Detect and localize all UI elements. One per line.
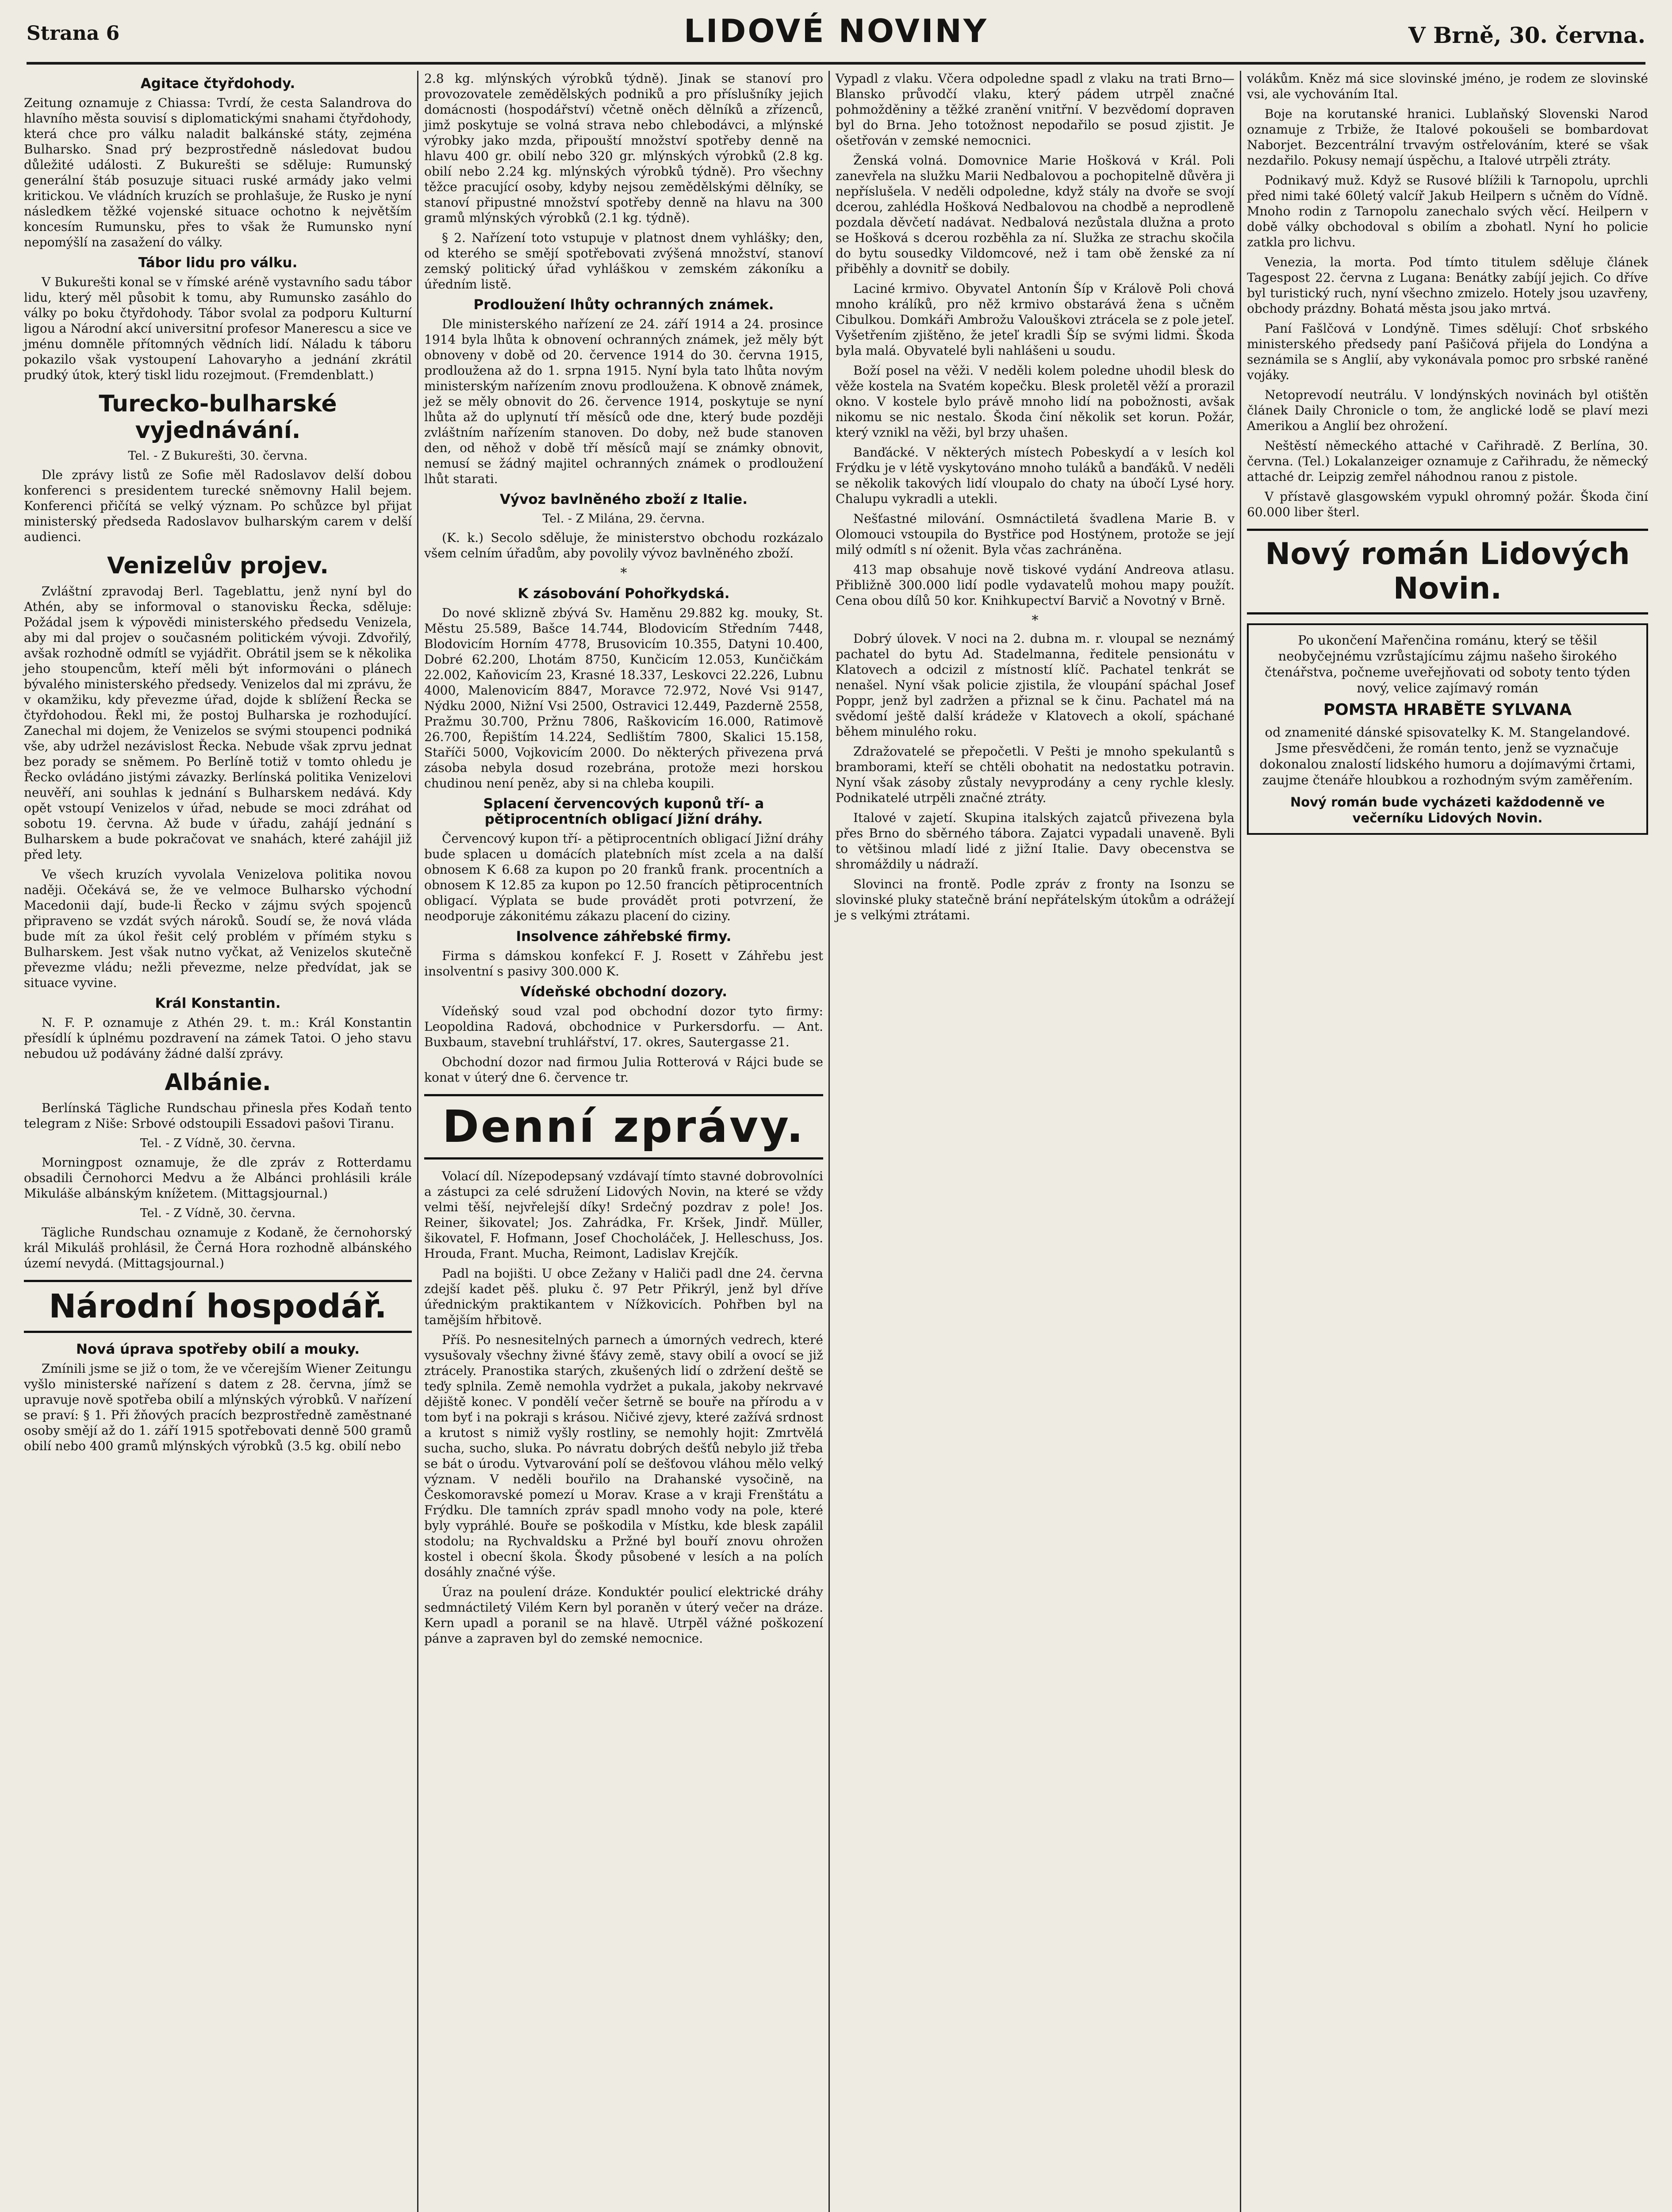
page-number: Strana 6 bbox=[27, 22, 120, 45]
article-venizelos-2: Ve všech kruzích vyvolala Venizelova politika novou naději. Očekává se, že ve velmoce Bulharsko východní Macedonii dají, bude-li Řecko v zájmu svých spojenců připraveno se vzdát svých nároků. Soudí se, že nová vláda bude mít za úkol řešit celý problém v přímém styku s Bulharskem. Jest však nutno vyčkat, až Venizelos skutečně převezme vládu; nežli převezme, nelze předvídat, jak se situace vyvine. bbox=[24, 867, 412, 990]
dateline: V Brně, 30. června. bbox=[1408, 22, 1645, 48]
article-bandy: Banďácké. V některých místech Pobeskydí a v lesích kol Frýdku je v létě vyskytováno mnoho tuláků a banďáků. V neděli se několik takových lidí vloupalo do chaty na úbočí Lysé hory. Chalupu vykradli a utekli. bbox=[836, 445, 1235, 506]
separator-star: * bbox=[1032, 613, 1039, 628]
article-padl: Padl na bojišti. U obce Zežany v Haliči padl dne 24. června zdejší kadet pěš. pluku č. 97 Petr Přikrýl, jenž byl dříve úřednickým praktikantem v Nížkovicích. Pohřben byl na tamějším hřbitově. bbox=[424, 1266, 823, 1327]
headline-turecko: Turecko-bulharské vyjednávání. bbox=[99, 391, 337, 444]
headline-insolvence: Insolvence záhřebské firmy. bbox=[516, 929, 732, 945]
dateline-turecko: Tel. - Z Bukurešti, 30. června. bbox=[128, 449, 308, 463]
article-volaci: Volací díl. Nízepodepsaný vzdávají tímto stavné dobrovolníci a zástupci za celé sdružení Lidových Novin, na které se vždy velmi těší, nejvřelejší díky! Srdečný pozdrav z pole! Jos. Reiner, šikovatel; Jos. Zahrádka, Fr. Kršek, Jindř. Müller, šikovatel, F. Hofmann, Josef Chocholáček, J. Helleschuss, Jos. Hrouda, Frant. Mucha, Reimont, Ladislav Krejčík. bbox=[424, 1169, 823, 1261]
article-volakum: volákům. Kněz má sice slovinské jméno, je rodem ze slovinské vsi, ale vychováním Ital. bbox=[1247, 71, 1648, 101]
article-vyhlaska: Obchodní dozor nad firmou Julia Rotterová v Rájci bude se konat v úterý dne 6. července tr. bbox=[424, 1055, 823, 1085]
headline-prodlouzeni: Prodloužení lhůty ochranných známek. bbox=[473, 297, 774, 313]
headline-videnske: Vídeňské obchodní dozory. bbox=[520, 984, 728, 1000]
article-turecko: Dle zprávy listů ze Sofie měl Radoslavov delší dobou konferenci s presidentem turecké sněmovny Halil bejem. Konferenci přičítá se velký význam. Po schůzce byl přijat ministerský předseda Radoslavov bulharským carem v delší audienci. bbox=[24, 468, 412, 544]
article-venezia: Venezia, la morta. Pod tímto titulem sděluje článek Tagespost 22. června z Lugana: Benátky zabíjí jejich. Co dříve byl turistický ruch, nyní všechno zmizelo. Hotely jsou uzavřeny, obchody prázdny. Bohatá města jsou jako mrtvá. bbox=[1247, 255, 1648, 316]
article-nesteti: Neštěstí německého attaché v Cařihradě. Z Berlína, 30. června. (Tel.) Lokalanzeiger oznamuje z Cařihradu, že německý attaché dr. Leipzig zemřel náhodnou ranou z pistole. bbox=[1247, 438, 1648, 484]
novel-intro: Po ukončení Mařenčina románu, který se těšil neobyčejnému vzrůstajícímu zájmu našeho širokého čtenářstva, počneme uveřejňovati od soboty tento týden nový, velice zajímavý román bbox=[1265, 633, 1630, 695]
section-header-novy-roman: Nový román Lidových Novin. bbox=[1247, 529, 1648, 614]
article-kral: N. F. P. oznamuje z Athén 29. t. m.: Král Konstantin přesídlí k úplnému pozdravení na zámek Tatoi. O jeho stavu nebudou už podávány žádné další zprávy. bbox=[24, 1015, 412, 1061]
section-header-narodni: Národní hospodář. bbox=[24, 1280, 412, 1333]
article-netoprevodi: Netoprevodí neutrálu. V londýnských novinách byl otištěn článek Daily Chronicle o tom, že anglické lodě se plaví mezi Amerikou a Anglií bez ohrožení. bbox=[1247, 388, 1648, 433]
headline-splaceni: Splacení červencových kuponů tří- a pětiprocentních obligací Jižní dráhy. bbox=[483, 796, 764, 827]
article-zdrazovatele: Zdražovatelé se přepočetli. V Pešti je mnoho spekulantů s bramborami, kteří se chtěli obohatit na nedostatku potravin. Nyní však zásoby zůstaly nevyprodány a ceny rychle klesly. Podnikatelé utrpěli značné ztráty. bbox=[836, 744, 1235, 805]
article-venizelos: Zvláštní zpravodaj Berl. Tageblattu, jenž nyní byl do Athén, aby se informoval o stanovisku Řecka, sděluje: Požádal jsem k výpovědi ministerského předsedu Venizela, aby mi dal projev o současném politickém vývoji. Zdvořilý, avšak rozhodně odmítl se vyjádřit. Obrátil jsem se k několika jeho stoupencům, kteří měli být informováni o plánech bývalého ministerského předsedy. Venizelos dal mi zprávu, že v okamžiku, kdy převezme úřad, dojde k sblížení Řecka se čtyřdohodou. Řekl mi, že postoj Bulharska je rozhodující. Zanechal mi dojem, že Venizelos se svými stoupenci podniká vše, aby udržel nezávislost Řecka. Nebude však zprvu jednat bez porady se sněmem. Po Berlíně totiž v tomto ohledu je Řecko ovládáno jistými závazky. Berlínská politika Venizelovi neuvěří, ani souhlas k jednání s Bulharskem nedává. Kdy opět vstoupí Venizelos v úřad, nebude se moci zdráhat od sobotu 19. června. Až bude v úřadu, zahájí jednání s Bulharskem a bude pokračovat ve snahách, které zahájil již před lety. bbox=[24, 584, 412, 862]
column-2 bbox=[418, 71, 829, 2212]
column-3 bbox=[829, 71, 1241, 2212]
article-prodlouzeni: Dle ministerského nařízení ze 24. září 1914 a 24. prosince 1914 byla lhůta k obnovení ochranných známek, jež měly být obnoveny v době od 20. července 1914 do 30. června 1915, prodloužena až do 1. srpna 1915. Nyní byla tato lhůta novým ministerským nařízením znovu prodloužena. K obnově známek, jež se měly obnovit do 26. července 1914, poskytuje se nyní lhůta až do uplynutí tří měsíců ode dne, který bude později zvláštním nařízením stanoven. Do doby, než bude stanoven den, od něhož v době tří měsíců mají se známky obnovit, nemusí se žádný majitel ochranných známek o prodloužení lhůt starati. bbox=[424, 317, 823, 486]
article-pani: Paní Fašlčová v Londýně. Times sdělují: Choť srbského ministerského předsedy paní Pašičová přijela do Londýna a seznámila se s Anglií, aby vykonávala pomoc pro srbské raněné vojáky. bbox=[1247, 321, 1648, 382]
headline-agitace: Agitace čtyřdohody. bbox=[140, 76, 295, 92]
headline-vyvoz: Vývoz bavlněného zboží z Italie. bbox=[500, 492, 748, 507]
article-413-map: 413 map obsahuje nově tiskové vydání Andreova atlasu. Přibližně 300.000 lidí podle vydavatelů mohou mapy použít. Cena obou dílů 50 kor. Knihkupectví Barvič a Novotný v Brně. bbox=[836, 562, 1235, 608]
article-boje: Boje na korutanské hranici. Lublaňský Slovenski Narod oznamuje z Trbiže, že Italové pokoušeli se bombardovat Naborjet. Bezcentrální trvavým ostřelováním, které se však nezdařilo. Pokusy nemají úspěchu, a Italové utrpěli ztráty. bbox=[1247, 107, 1648, 168]
article-zasobovani: Do nové sklizně zbývá Sv. Haměnu 29.882 kg. mouky, St. Městu 25.589, Bašce 14.744, Blodovicím Středním 7448, Blodovicím Horním 4778, Brusovicím 10.355, Datyni 10.400, Dobré 62.200, Lhotám 8750, Kunčicím 12.053, Kunčičkám 22.002, Kaňovicím 23, Krasné 18.337, Leskovci 22.226, Lubnu 4000, Malenovicím 8847, Moravce 72.972, Nové Vsi 9147, Nýdku 2000, Nižní Vsi 2500, Ostravici 12.449, Pazderně 2558, Pražmu 30.700, Pržnu 7806, Raškovicím 16.000, Ratimově 26.700, Řepištím 14.224, Sedlištím 7800, Skalici 15.158, Staříči 5000, Vojkovicím 2000. Do některých přivezena prvá zásoba nebyla dosud rozebrána, protože mezi horskou chudinou není peněz, aby si na chleba koupili. bbox=[424, 606, 823, 791]
headline-kral: Král Konstantin. bbox=[155, 995, 281, 1011]
article-vypadl: Vypadl z vlaku. Včera odpoledne spadl z vlaku na trati Brno—Blansko průvodčí vlaku, který pádem utrpěl značné pohmožděniny a těžké zranění vnitřní. V bezvědomí dopraven byl do Brna. Jeho totožnost nepodařilo se posud zjistit. Je ošetřován v zemské nemocnici. bbox=[836, 71, 1235, 148]
article-insolvence: Firma s dámskou konfekcí F. J. Rosett v Záhřebu jest insolventní s pasivy 300.000 K. bbox=[424, 949, 823, 979]
headline-uprava: Nová úprava spotřeby obilí a mouky. bbox=[76, 1341, 360, 1357]
article-lacine: Laciné krmivo. Obyvatel Antonín Šíp v Králově Poli chová mnoho králíků, pro něž krmivo obstarává žena s učněm Cibulkou. Domkáři Ambrožu Valouškovi ztrácela se z pole jeteľ. Vyšetřením zjištěno, že jeteľ kradli Šíp se svými lidmi. Škoda byla malá. Obyvatelé byli nahlášeni u soudu. bbox=[836, 281, 1235, 358]
article-albanie-1: Berlínská Tägliche Rundschau přinesla přes Kodaň tento telegram z Niše: Srbové odstoupili Essadovi pašovi Tiranu. bbox=[24, 1101, 412, 1131]
newspaper-title: LIDOVÉ NOVINY bbox=[683, 12, 989, 50]
novel-title: POMSTA HRABĚTE SYLVANA bbox=[1323, 701, 1572, 719]
headline-albanie: Albánie. bbox=[165, 1069, 271, 1096]
novel-footer: Nový román bude vycházeti každodenně ve večerníku Lidových Novin. bbox=[1290, 795, 1605, 826]
article-uprava-cont-2: § 2. Nařízení toto vstupuje v platnost dnem vyhlášky; den, od kterého se smějí spotřebovati zvýšená množství, stanoví zemský politický úřad vyhláškou v zemském zákoníku a úředním listě. bbox=[424, 230, 823, 292]
article-uraz: Úraz na poulení dráze. Konduktér poulicí elektrické dráhy sedmnáctiletý Vilém Kern byl poraněn v úterý večer na dráze. Kern upadl a poranil se na hlavě. Utrpěl vážné poškození pánve a zapraven byl do zemské nemocnice. bbox=[424, 1585, 823, 1646]
article-podnikavy: Podnikavý muž. Když se Rusové blížili k Tarnopolu, uprchli před nimi také 60letý valcíř Jakub Heilpern s učněm do Vídně. Mnoho rodin z Tarnopolu zanechalo svých věcí. Heilpern v době války obchodoval s obilím a zbohatl. Nyní ho policie zatkla pro lichvu. bbox=[1247, 173, 1648, 250]
article-bozi: Boží posel na věži. V neděli kolem poledne uhodil blesk do věže kostela na Svatém kopečku. Blesk proletěl věží a prorazil okno. V kostele bylo právě mnoho lidí na pobožnosti, avšak nikomu se nic nestalo. Škoda činí několik set korun. Požár, který vznikl na věži, byl brzy uhašen. bbox=[836, 363, 1235, 440]
section-header-denni: Denní zprávy. bbox=[424, 1094, 823, 1160]
article-vystava: V přístavě glasgowském vypukl ohromný požár. Škoda činí 60.000 liber šterl. bbox=[1247, 489, 1648, 519]
separator-star: * bbox=[620, 565, 627, 581]
masthead bbox=[27, 9, 1645, 65]
article-italove: Italové v zajetí. Skupina italských zajatců přivezena byla přes Brno do sběrného tábora. Zajatci vypadali unaveně. Byli to většinou mladí lidé z jižní Italie. Davy obecenstva se shromáždily u nádraží. bbox=[836, 810, 1235, 872]
headline-zasobovani: K zásobování Pohořkydská. bbox=[518, 586, 730, 602]
article-agitace: Zeitung oznamuje z Chiassa: Tvrdí, že cesta Salandrova do hlavního města souvisí s diplomatickými snahami čtyřdohody, která chce pro válku naladit balkánské státy, zejména Bulharsko. Snad prý bezprostředně následovat budou důležité události. Z Bukurešti se sděluje: Rumunský generální štáb posuzuje situaci ruské armády jako velmi kritickou. Ve vládních kruzích se prohlašuje, že Rusko je nyní následkem těžké vojenské situace ochotno k největším koncesím Rumunsku, přes to však že Rumunsko nyní nepomýšlí na zasažení do války. bbox=[24, 96, 412, 250]
headline-venizelos: Venizelův projev. bbox=[107, 553, 329, 579]
article-slovinci: Slovinci na frontě. Podle zpráv z fronty na Isonzu se slovinské pluky statečně brání nepřátelským útokům a odrážejí je s velkými ztrátami. bbox=[836, 877, 1235, 922]
article-uprava-cont: 2.8 kg. mlýnských výrobků týdně). Jinak se stanoví pro provozovatele zemědělských podniků a pro příslušníky jejich domácnosti (hospodářství) včetně oněch dělníků a zřízenců, jimž poskytuje se volná strava nebo chlebodávci, a mlýnské výrobky jako mzda, připouští množství spotřeby denně na hlavu 400 gr. obilí nebo 320 gr. mlýnských výrobků (2.8 kg. obilí nebo 2.24 kg. mlýnských výrobků týdně). Pro všechny těžce pracující osoby, kdyby nejsou zemědělskými dělníky, se stanoví připustné množství spotřeby denně na hlavu na 300 gramů mlýnských výrobků (2.1 kg. týdně). bbox=[424, 71, 823, 225]
article-dobry: Dobrý úlovek. V noci na 2. dubna m. r. vloupal se neznámý pachatel do bytu Ad. Stadelmanna, ředitele pensionátu v Klatovech a odcizil z místností klíč. Pachatel tenkrát se nenašel. Nyní však policie zjistila, že vloupání spáchal Josef Poppr, jenž byl zadržen a přiznal se k činu. Pachatel má na svědomí ještě další krádeže v Klatovech a okolí, spáchané během minulého roku. bbox=[836, 631, 1235, 739]
dateline-vyvoz: Tel. - Z Milána, 29. června. bbox=[542, 512, 705, 526]
dateline-albanie-2: Tel. - Z Vídně, 30. června. bbox=[140, 1206, 296, 1220]
article-tabor: V Bukurešti konal se v římské aréně vystavního sadu tábor lidu, který měl působit k tomu, aby Rumunsko zasáhlo do války po boku čtyřdohody. Tábor svolal za podporu Kulturní ligou a Národní akcí universitní profesor Manerescu a sice ve jménu domněle přítomných vědních lidí. Náladu k táboru pokazilo však vystoupení Lahovaryho a jednání zkrátil prudký útok, který tiskl lidu rozejmout. (Fremdenblatt.) bbox=[24, 275, 412, 382]
article-videnske: Vídeňský soud vzal pod obchodní dozor tyto firmy: Leopoldina Radová, obchodnice v Purkersdorfu. — Ant. Buxbaum, stavební truhlářství, 17. okres, Sautergasse 21. bbox=[424, 1004, 823, 1049]
column-1 bbox=[18, 71, 418, 2212]
column-4 bbox=[1241, 71, 1654, 2212]
article-zenska: Ženská volná. Domovnice Marie Hošková v Král. Poli zanevřela na služku Marii Nedbalovou a pochopitelně důvěra ji nepříslušela. V neděli odpoledne, když stály na dvoře se svojí dcerou, zahlédla Hošková Nedbalovou na chodbě a neprodleně pozdala děvčetí nadávat. Nedbalová nezůstala dlužna a proto se Hošková s dcerou rozběhla za ní. Služka ze strachu skočila do bytu sousedky Vildomcové, než i tam obě ženské za ní přiběhly a dovnitř se dobily. bbox=[836, 153, 1235, 276]
article-uprava: Zmínili jsme se již o tom, že ve včerejším Wiener Zeitungu vyšlo ministerské nařízení s datem z 28. června, jímž se upravuje nově spotřeba obilí a mlýnských výrobků. V nařízení se praví: § 1. Při žňových pracích bezprostředně zaměstnané osoby smějí až do 1. září 1915 spotřebovati denně 500 gramů obilí nebo 400 gramů mlýnských výrobků (3.5 kg. obilí nebo bbox=[24, 1361, 412, 1453]
novel-description: od znamenité dánské spisovatelky K. M. Stangelandové. Jsme přesvědčeni, že román tento, jenž se vyznačuje dokonalou znalostí lidského humoru a dojímavými črtami, zaujme čtenáře hloubkou a rozhodným svým zaměřením. bbox=[1259, 725, 1636, 787]
article-albanie-3: Tägliche Rundschau oznamuje z Kodaně, že černohorský král Mikuláš prohlásil, že Černá Hora rozhodně albánského území nevydá. (Mittagsjournal.) bbox=[24, 1225, 412, 1271]
article-nestastne: Nešťastné milování. Osmnáctiletá švadlena Marie B. v Olomouci vstoupila do Bystřice pod Hostýnem, protože se její milý odmítl s ní oženit. Byla včas zachráněna. bbox=[836, 511, 1235, 557]
article-albanie-2: Morningpost oznamuje, že dle zpráv z Rotterdamu obsadili Černohorci Medvu a že Albánci prohlásili krále Mikuláše albánským knížetem. (Mittagsjournal.) bbox=[24, 1155, 412, 1201]
novel-announcement bbox=[1247, 623, 1648, 835]
dateline-albanie: Tel. - Z Vídně, 30. června. bbox=[140, 1137, 296, 1150]
headline-tabor: Tábor lidu pro válku. bbox=[138, 255, 298, 271]
article-splaceni: Červencový kupon tří- a pětiprocentních obligací Jižní dráhy bude splacen u domácích platebních míst zcela a na další obnosem K 6.68 za kupon po 20 franků frank. procentních a obnosem K 12.85 za kupon po 12.50 francích pětiprocentních obligací. Výplata se bude provádět proti potvrzení, že neodporuje zákonitému zákazu placení do ciziny. bbox=[424, 831, 823, 923]
article-vyvoz: (K. k.) Secolo sděluje, že ministerstvo obchodu rozkázalo všem celním úřadům, aby povolily vývoz bavlněného zboží. bbox=[424, 530, 823, 561]
article-pris: Příš. Po nesnesitelných parnech a úmorných vedrech, které vysušovaly všechny živné šťávy země, stavy obilí a ovocí se již ztrácely. Pranostika starých, zkušených lidí o zdržení deště se teďy splnila. Země nemohla vydržet a pukala, jakoby nekrvavé dějiště konec. V pondělí večer šetrně se bouře na přírodu a v tom byť i na pokraji s krásou. Ničivé zjevy, které zažívá srdnost a krutost s nimiž vyšly rostliny, se nemohly hojit: Zmrtvělá sucha, sucho, sluka. Po návratu dobrých dešťů nebylo již třeba se bát o úrodu. Vytvarování polí se dešťovou vláhou mělo velký význam. V neděli bouřilo na Drahanské vysočině, na Českomoravské pomezí u Morav. Krase a v kraji Frenštátu a Frýdku. Dle tamních zpráv spadl mnoho vody na pole, které byly vypráhlé. Bouře se poškodila v Místku, kde blesk zapálil stodolu; na Rychvaldsku a Pržné byl bouří znovu ohrožen kostel i obecní škola. Škody působené v lesích a na polích dosáhly značné výše. bbox=[424, 1333, 823, 1579]
